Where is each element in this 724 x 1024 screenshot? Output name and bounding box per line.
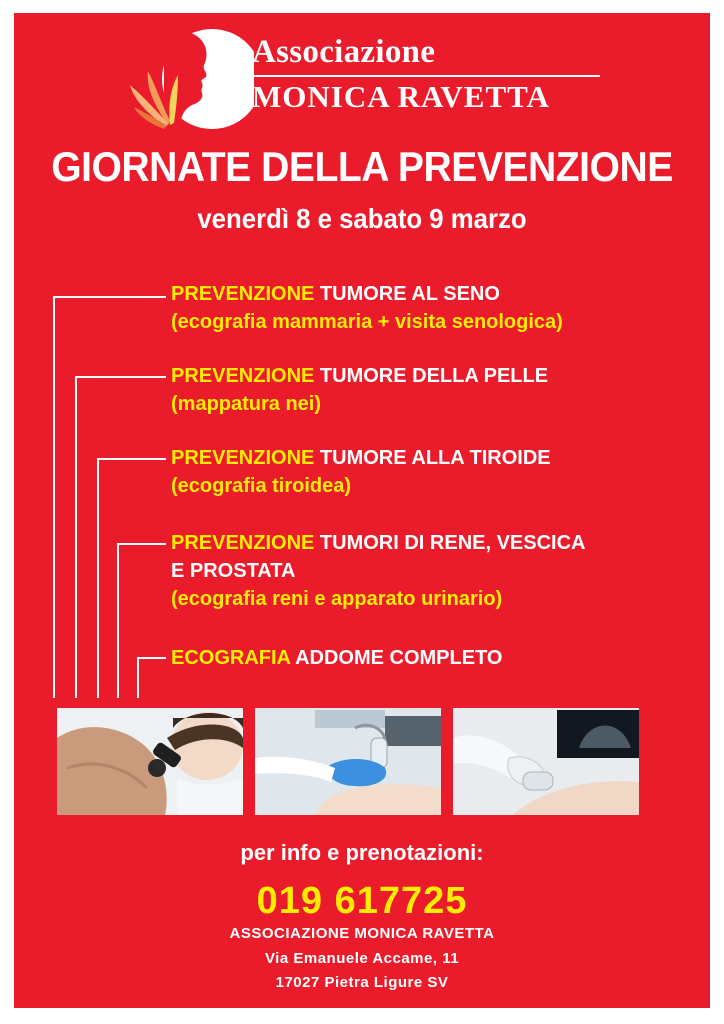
page-title: GIORNATE DELLA PREVENZIONE [51, 143, 673, 190]
service-label: TUMORE ALLA TIROIDE [314, 447, 551, 469]
poster [14, 13, 710, 1008]
contact-city: 17027 Pietra Ligure SV [275, 974, 449, 991]
service-highlight: ECOGRAFIA [171, 647, 291, 669]
phone-number: 019 617725 [256, 880, 468, 922]
info-label: per info e prenotazioni: [240, 840, 484, 865]
org-name-line2: MONICA RAVETTA [252, 79, 550, 114]
service-note: (ecografia tiroidea) [171, 475, 352, 497]
service-item-breast [171, 280, 671, 336]
service-highlight: PREVENZIONE [171, 365, 315, 387]
service-note: (ecografia reni e apparato urinario) [171, 588, 503, 610]
face-profile-logo-icon [124, 25, 254, 133]
service-note: (ecografia mammaria + visita senologica) [171, 311, 563, 333]
contact-org-name: ASSOCIAZIONE MONICA RAVETTA [229, 925, 495, 942]
org-name-divider [252, 75, 600, 77]
service-item-abdomen [171, 644, 671, 672]
photo-dermatoscope [57, 708, 243, 815]
thyroid-ultrasound-photo-icon [255, 708, 441, 815]
event-dates: venerdì 8 e sabato 9 marzo [197, 203, 527, 234]
abdominal-ultrasound-photo-icon [453, 708, 639, 815]
service-label: TUMORE DELLA PELLE [314, 365, 549, 387]
service-item-kidney [171, 529, 671, 613]
service-label: TUMORE AL SENO [314, 283, 500, 305]
service-label-continued: E PROSTATA [171, 560, 296, 582]
service-label: TUMORI DI RENE, VESCICA [314, 532, 586, 554]
service-highlight: PREVENZIONE [171, 532, 315, 554]
service-item-skin [171, 362, 671, 418]
contact-street: Via Emanuele Accame, 11 [264, 950, 460, 967]
org-name-line1: Associazione [252, 34, 436, 70]
service-note: (mappatura nei) [171, 393, 322, 415]
photo-thyroid-ultrasound [255, 708, 441, 815]
service-label: ADDOME COMPLETO [290, 647, 503, 669]
dermatoscope-exam-photo-icon [57, 708, 243, 815]
service-item-thyroid [171, 444, 671, 500]
organization-name [252, 33, 602, 114]
service-highlight: PREVENZIONE [171, 283, 315, 305]
service-highlight: PREVENZIONE [171, 447, 315, 469]
photo-abdominal-ultrasound [453, 708, 639, 815]
